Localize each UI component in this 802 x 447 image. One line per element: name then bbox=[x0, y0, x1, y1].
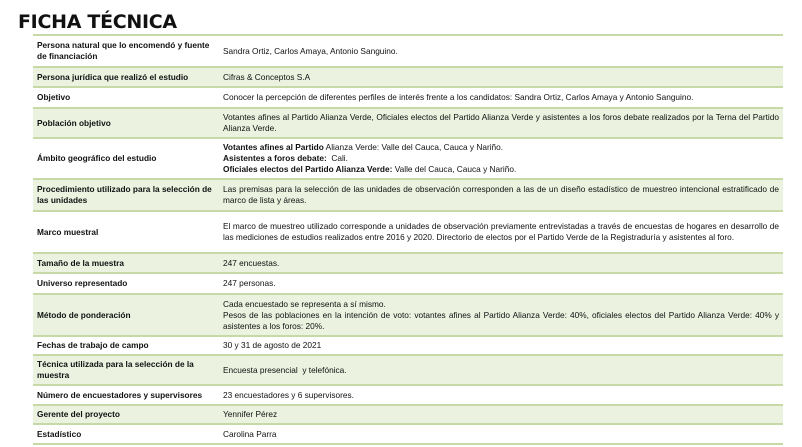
row-value bbox=[219, 294, 783, 336]
row-value: 247 personas. bbox=[219, 273, 783, 294]
table-row bbox=[33, 138, 783, 179]
row-label: Ámbito geográfico del estudio bbox=[33, 138, 219, 179]
row-label: Gerente del proyecto bbox=[33, 405, 219, 424]
scope-line-heading: Votantes afines al Partido bbox=[223, 142, 324, 152]
table-row bbox=[33, 405, 783, 424]
table-row bbox=[33, 108, 783, 138]
row-value: Votantes afines al Partido Alianza Verde, Oficiales electos del Partido Alianza Verde y asistentes a los foros debate realizados por la Terna del Partido Alianza Verde. bbox=[219, 108, 783, 138]
scope-line-heading: Asistentes a foros debate: bbox=[223, 153, 327, 163]
weighting-paragraph: Pesos de las poblaciones en la intención de voto: votantes afines al Partido Alianza Verde: 40%, oficiales electos del Partido Alianza Verde: 40% y asistentes a los foros: 20%. bbox=[223, 309, 779, 331]
row-label: Objetivo bbox=[33, 87, 219, 108]
row-label: Universo representado bbox=[33, 273, 219, 294]
row-value: Encuesta presencial y telefónica. bbox=[219, 355, 783, 385]
row-value: Sandra Ortiz, Carlos Amaya, Antonio Sanguino. bbox=[219, 35, 783, 67]
row-value: Yennifer Pérez bbox=[219, 405, 783, 424]
scope-line-text: Alianza Verde: Valle del Cauca, Cauca y Nariño. bbox=[323, 142, 504, 152]
row-value: Las premisas para la selección de las unidades de observación corresponden a las de un diseño estadístico de muestreo intencional estratificado de marco de lista y áreas. bbox=[219, 179, 783, 211]
row-value: 23 encuestadores y 6 supervisores. bbox=[219, 385, 783, 405]
technical-sheet-table bbox=[33, 34, 783, 445]
row-value: Carolina Parra bbox=[219, 424, 783, 444]
table-row bbox=[33, 294, 783, 336]
table-row bbox=[33, 336, 783, 355]
table-row bbox=[33, 67, 783, 87]
table-row bbox=[33, 424, 783, 444]
scope-line-text: Valle del Cauca, Cauca y Nariño. bbox=[392, 164, 517, 174]
row-label: Método de ponderación bbox=[33, 294, 219, 336]
row-value: Conocer la percepción de diferentes perfiles de interés frente a los candidatos: Sandra Ortiz, Carlos Amaya y Antonio Sanguino. bbox=[219, 87, 783, 108]
row-value: Cifras & Conceptos S.A bbox=[219, 67, 783, 87]
row-label: Procedimiento utilizado para la selección de las unidades bbox=[33, 179, 219, 211]
weighting-paragraph: Cada encuestado se representa a sí mismo. bbox=[223, 298, 386, 309]
row-value: 30 y 31 de agosto de 2021 bbox=[219, 336, 783, 355]
scope-line bbox=[223, 164, 779, 175]
row-value bbox=[219, 138, 783, 179]
table-row bbox=[33, 355, 783, 385]
row-value: El marco de muestreo utilizado corresponde a unidades de observación previamente entrevistadas a través de encuestas de hogares en desarrollo de las mediciones de estudios realizados entre 2016 y 2020. Directorio de electos por el Partido Verde de la Registraduría y asistentes al foro. bbox=[219, 211, 783, 253]
row-label: Fechas de trabajo de campo bbox=[33, 336, 219, 355]
row-label: Población objetivo bbox=[33, 108, 219, 138]
scope-line-heading: Oficiales electos del Partido Alianza Verde: bbox=[223, 164, 393, 174]
scope-line-text: Cali. bbox=[326, 153, 348, 163]
scope-line bbox=[223, 142, 779, 153]
table-row bbox=[33, 385, 783, 405]
scope-line bbox=[223, 153, 779, 164]
table-row bbox=[33, 179, 783, 211]
row-label: Tamaño de la muestra bbox=[33, 253, 219, 273]
row-label: Estadístico bbox=[33, 424, 219, 444]
table-row bbox=[33, 253, 783, 273]
table-row bbox=[33, 273, 783, 294]
page-title: FICHA TÉCNICA bbox=[18, 11, 177, 33]
table-row bbox=[33, 87, 783, 108]
row-label: Persona natural que lo encomendó y fuente de financiación bbox=[33, 35, 219, 67]
row-value: 247 encuestas. bbox=[219, 253, 783, 273]
table-row bbox=[33, 35, 783, 67]
row-label: Marco muestral bbox=[33, 211, 219, 253]
table-row bbox=[33, 211, 783, 253]
row-label: Persona jurídica que realizó el estudio bbox=[33, 67, 219, 87]
row-label: Número de encuestadores y supervisores bbox=[33, 385, 219, 405]
row-label: Técnica utilizada para la selección de la muestra bbox=[33, 355, 219, 385]
